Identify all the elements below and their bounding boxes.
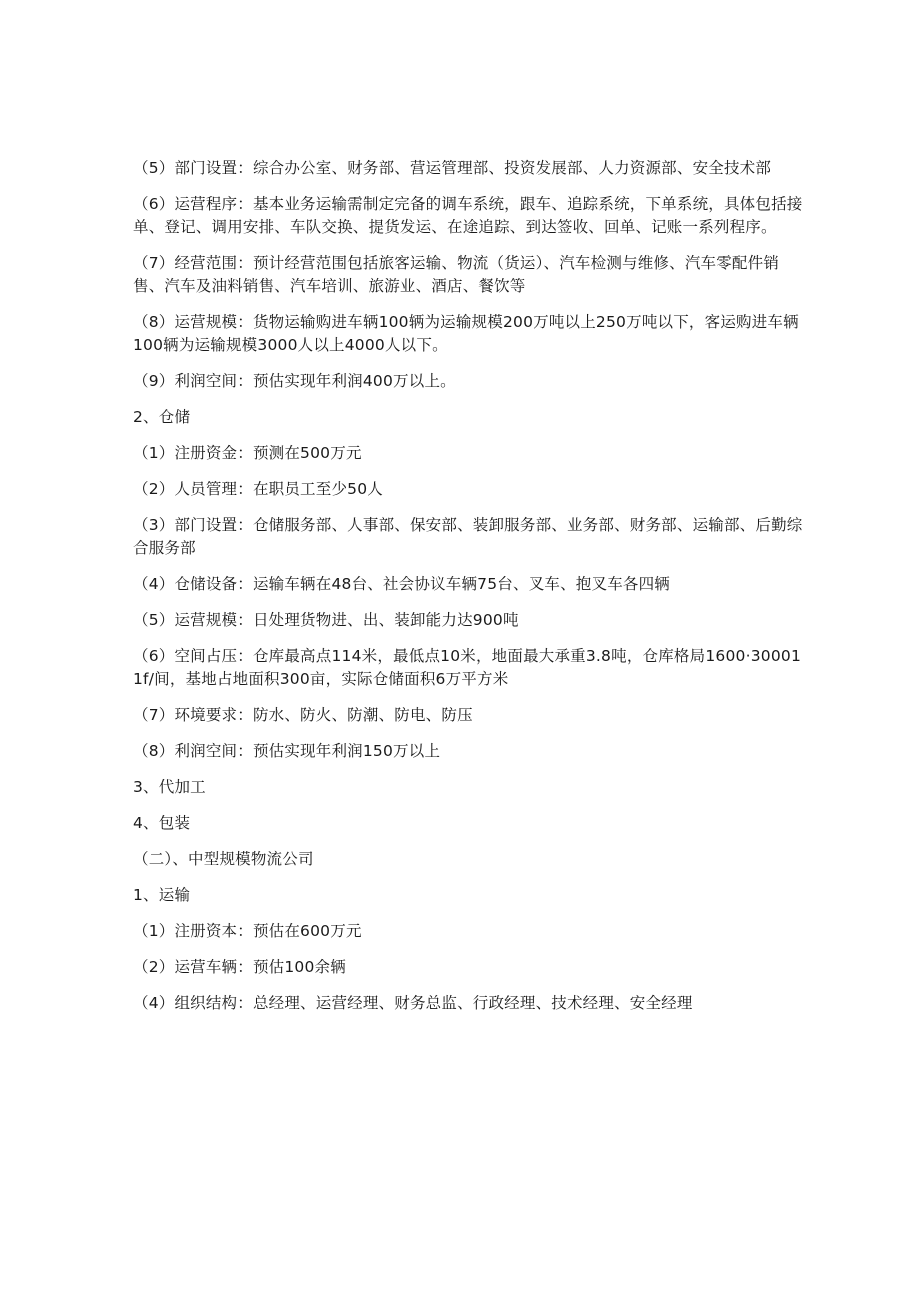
para-registered-capital: （1）注册资金：预测在500万元 xyxy=(133,444,362,462)
para-operating-vehicles: （2）运营车辆：预估100余辆 xyxy=(133,958,346,976)
para-org-structure: （4）组织结构：总经理、运营经理、财务总监、行政经理、技术经理、安全经理 xyxy=(133,994,693,1012)
para-business-scope-7: （7）经营范围：预计经营范围包括旅客运输、物流（货运）、汽车检测与维修、汽车零配件销售、汽车及油料销售、汽车培训、旅游业、酒店、餐饮等 xyxy=(133,254,780,295)
heading-warehousing: 2、仓储 xyxy=(133,408,191,426)
heading-packaging: 4、包装 xyxy=(133,814,191,832)
para-profit-space-9: （9）利润空间：预估实现年利润400万以上。 xyxy=(133,372,456,390)
para-operation-scale-8: （8）运营规模：货物运输购进车辆100辆为运输规模200万吨以上250万吨以下，客运购进车辆100辆为运输规模3000人以上4000人以下。 xyxy=(133,313,799,354)
para-dept-setup-3: （3）部门设置：仓储服务部、人事部、保安部、装卸服务部、业务部、财务部、运输部、后勤综合服务部 xyxy=(133,516,803,557)
para-registered-capital-medium: （1）注册资本：预估在600万元 xyxy=(133,922,362,940)
para-environment-requirements: （7）环境要求：防水、防火、防潮、防电、防压 xyxy=(133,706,473,724)
para-operation-procedure-6: （6）运营程序：基本业务运输需制定完备的调车系统，跟车、追踪系统，下单系统，具体包括接单、登记、调用安排、车队交换、提货发运、在途追踪、到达签收、回单、记账一系列程序。 xyxy=(133,195,803,236)
para-profit-space-8: （8）利润空间：预估实现年利润150万以上 xyxy=(133,742,441,760)
heading-processing: 3、代加工 xyxy=(133,778,206,796)
para-staff-management: （2）人员管理：在职员工至少50人 xyxy=(133,480,383,498)
para-storage-equipment: （4）仓储设备：运输车辆在48台、社会协议车辆75台、叉车、抱叉车各四辆 xyxy=(133,575,671,593)
heading-transport: 1、运输 xyxy=(133,886,191,904)
para-dept-setup-5: （5）部门设置：综合办公室、财务部、营运管理部、投资发展部、人力资源部、安全技术部 xyxy=(133,159,772,177)
para-operation-scale-5: （5）运营规模：日处理货物进、出、装卸能力达900吨 xyxy=(133,611,519,629)
document-body xyxy=(133,157,805,1028)
para-space-occupancy: （6）空间占压：仓库最高点114米，最低点10米，地面最大承重3.8吨，仓库格局1600·300011f/间，基地占地面积300亩，实际仓储面积6万平方米 xyxy=(133,647,802,688)
heading-medium-logistics: （二）、中型规模物流公司 xyxy=(133,850,314,868)
